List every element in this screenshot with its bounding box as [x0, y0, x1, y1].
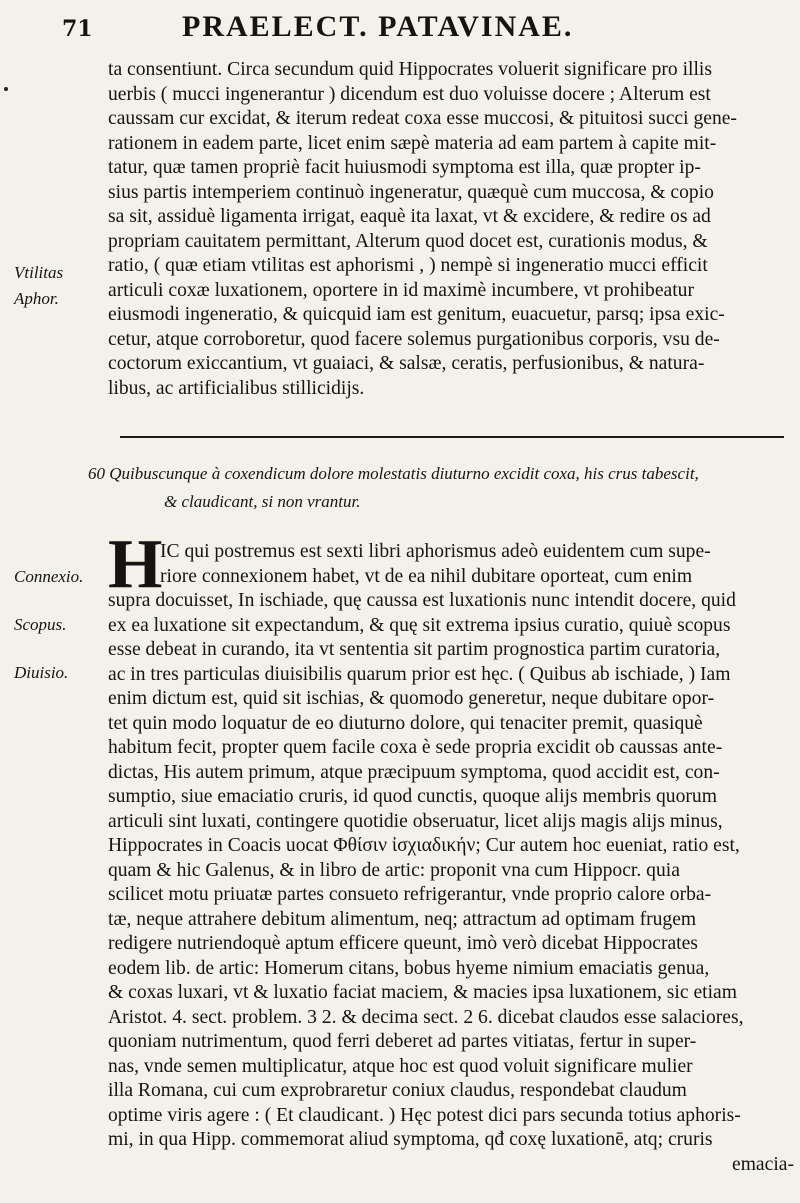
- aphorism-line: 60 Quibuscunque à coxendicum dolore molestatis diuturno excidit coxa, his crus tabescit,: [88, 464, 699, 483]
- text-line: cetur, atque corroboretur, quod facere solemus purgationibus corporis, vsu de-: [108, 328, 720, 350]
- text-line: articuli coxæ luxationem, oportere in id maximè incumbere, vt prohibeatur: [108, 279, 695, 301]
- text-line: libus, ac artificialibus stillicidijs.: [108, 377, 365, 399]
- text-line: eiusmodi ingeneratio, & quicquid iam est genitum, euacuetur, parsq; ipsa exic-: [108, 304, 725, 325]
- margin-note-connexio: Connexio.: [14, 567, 84, 586]
- text-line: propriam cauitatem permittant, Alterum quod docet est, curationis modus, &: [108, 230, 708, 252]
- margin-note-diuisio: Diuisio.: [14, 663, 69, 682]
- aphorism-60: [88, 460, 788, 516]
- margin-note-utilitas: Vtilitas: [14, 263, 64, 282]
- text-line: coctorum exiccantium, vt guaiaci, & salsæ, ceratis, perfusionibus, & natura-: [108, 353, 705, 374]
- text-line: sa sit, assiduè ligamenta irrigat, eaquè ita laxat, vt & excidere, & redire os ad: [108, 206, 711, 227]
- text-line: emacia-: [732, 1153, 794, 1175]
- text-line: mi, in qua Hipp. commemorat aliud symptoma, qđ coxę luxationē, atq; cruris: [108, 1129, 713, 1150]
- drop-cap: H: [108, 526, 163, 603]
- paragraph-commentary-1: [108, 58, 794, 401]
- text-line: enim dictum est, quid sit ischias, & quomodo generetur, neque dubitare opor-: [108, 688, 715, 709]
- text-line: articuli sint luxati, contingere quotidie obseruatur, licet alijs magis alijs minus,: [108, 810, 723, 832]
- text-line: & coxas luxari, vt & luxatio faciat maciem, & macies ipsa luxationem, sic etiam: [108, 982, 737, 1003]
- text-line: supra docuisset, In ischiade, quę caussa est luxationis nunc intendit docere, quid: [108, 590, 736, 611]
- margin-note-aphor: Aphor.: [14, 289, 59, 308]
- text-line: optime viris agere : ( Et claudicant. ) Hęc potest dici pars secunda totius aphoris-: [108, 1104, 741, 1126]
- paragraph-commentary-2: [108, 540, 794, 1177]
- text-line: ta consentiunt. Circa secundum quid Hippocrates voluerit significare pro illis: [108, 59, 712, 80]
- text-line: nas, vnde semen multiplicatur, atque hoc est quod voluit significare mulier: [108, 1055, 693, 1077]
- text-line: ac in tres particulas diuisibilis quarum prior est hęc. ( Quibus ab ischiade, ) Iam: [108, 663, 731, 685]
- text-line: redigere nutriendoquè aptum efficere queunt, imò verò dicebat Hippocrates: [108, 933, 698, 954]
- running-title: PRAELECT. PATAVINAE.: [182, 10, 574, 43]
- page-header: [62, 10, 782, 54]
- text-line: tatur, quæ tamen propriè facit huiusmodi symptoma est illa, quæ propter ip-: [108, 157, 701, 178]
- text-line: sumptio, siue emaciatio cruris, id quod cunctis, quoque alijs membris quorum: [108, 786, 717, 807]
- margin-note-scopus: Scopus.: [14, 615, 67, 634]
- text-line: tet quin modo loquatur de eo diuturno dolore, qui tenaciter premit, quasiquè: [108, 712, 703, 734]
- text-line: scilicet motu priuatæ partes consueto refrigerantur, vnde proprio calore orba-: [108, 884, 712, 905]
- text-line: ratio, ( quæ etiam vtilitas est aphorismi , ) nempè si ingeneratio mucci efficit: [108, 255, 708, 276]
- text-line: ex ea luxatione sit expectandum, & quę sit extrema ipsius curatio, quiuè scopus: [108, 614, 731, 636]
- text-line: caussam cur excidat, & iterum redeat coxa esse muccosi, & pituitosi succi gene-: [108, 108, 737, 129]
- text-line: Aristot. 4. sect. problem. 3 2. & decima sect. 2 6. dicebat claudos esse salaciores,: [108, 1006, 744, 1028]
- text-line: riore connexionem habet, vt de ea nihil dubitare oporteat, cum enim: [160, 565, 693, 587]
- text-line: rationem in eadem parte, licet enim sæpè materia ad eam partem à capite mit-: [108, 132, 717, 154]
- text-line: eodem lib. de artic: Homerum citans, bobus hyeme nimium emaciatis genua,: [108, 957, 710, 979]
- text-line: esse debeat in curando, ita vt sententia sit partim prognostica partim curatoria,: [108, 639, 721, 660]
- text-line: illa Romana, cui cum exprobraretur coniux claudus, respondebat claudum: [108, 1080, 687, 1101]
- section-rule: [120, 436, 784, 438]
- page-number: 71: [62, 16, 93, 42]
- text-line: sius partis intemperiem continuò ingeneratur, quæquè cum muccosa, & copio: [108, 181, 714, 203]
- text-line: quam & hic Galenus, & in libro de artic: proponit vna cum Hippocr. quia: [108, 859, 680, 881]
- ink-mark: [4, 87, 8, 91]
- text-line: dictas, His autem primum, atque præcipuum symptoma, quod accidit est, con-: [108, 761, 720, 783]
- text-line: uerbis ( mucci ingenerantur ) dicendum est duo voluisse docere ; Alterum est: [108, 83, 711, 105]
- text-line: IC qui postremus est sexti libri aphorismus adeò euidentem cum supe-: [160, 541, 711, 562]
- text-line: tæ, neque attrahere debitum alimentum, neq; attractum ad optimam frugem: [108, 908, 697, 930]
- text-line: quoniam nutrimentum, quod ferri deberet ad partes vitiatas, fertur in super-: [108, 1031, 697, 1052]
- text-line: Hippocrates in Coacis uocat Φθίσιν ἰσχιαδικήν; Cur autem hoc eueniat, ratio est,: [108, 835, 740, 856]
- aphorism-line: & claudicant, si non vrantur.: [164, 492, 361, 511]
- text-line: habitum fecit, propter quem facile coxa è sede propria excidit ob caussas ante-: [108, 737, 723, 758]
